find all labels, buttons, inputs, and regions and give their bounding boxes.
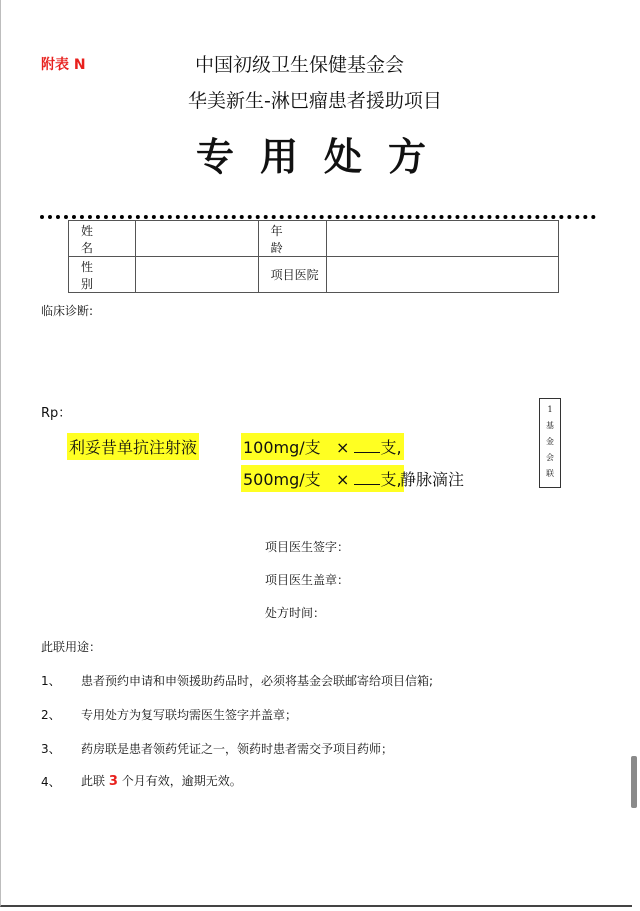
dose-1: 100mg/支	[243, 438, 321, 457]
times-sign: ×	[335, 438, 350, 457]
hospital-value[interactable]	[326, 257, 558, 293]
administration-route: 静脉滴注	[400, 470, 465, 489]
validity-post: 个月有效，逾期无效。	[121, 774, 242, 788]
doctor-stamp-label: 项目医生盖章：	[265, 573, 350, 587]
quantity-blank-2[interactable]	[354, 470, 380, 485]
table-row	[69, 221, 559, 257]
dose-line-1	[241, 433, 404, 460]
note-text: 患者预约申请和申领援助药品时，必须将基金会联邮寄给项目信箱;	[81, 674, 434, 688]
diagnosis-label: 临床诊断:	[41, 304, 94, 318]
copy-label-box	[539, 398, 561, 488]
patient-info-table	[68, 220, 559, 293]
copy-number: 1	[547, 405, 553, 414]
hospital-label: 项目医院	[258, 257, 326, 293]
validity-months: 3	[108, 774, 118, 789]
organization-title: 中国初级卫生保健基金会	[195, 54, 405, 76]
note-number: 4、	[41, 775, 61, 789]
name-value[interactable]	[135, 221, 258, 257]
times-sign: ×	[335, 470, 350, 489]
usage-title: 此联用途：	[41, 640, 102, 654]
appendix-tag: 附表 N	[41, 57, 86, 73]
note-number: 3、	[41, 742, 61, 756]
doctor-signature-label: 项目医生签字：	[265, 540, 350, 554]
validity-note	[81, 772, 242, 789]
note-number: 1、	[41, 674, 61, 688]
copy-char: 会	[546, 453, 554, 462]
copy-char: 基	[546, 421, 554, 430]
note-text: 专用处方为复写联均需医生签字并盖章；	[81, 708, 298, 722]
validity-pre: 此联	[81, 774, 106, 788]
note-text: 药房联是患者领药凭证之一，领药时患者需交予项目药师；	[81, 742, 394, 756]
dotted-divider	[40, 215, 596, 219]
dose-2: 500mg/支	[243, 470, 321, 489]
rp-label: Rp：	[41, 406, 72, 421]
note-number: 2、	[41, 708, 61, 722]
table-row	[69, 257, 559, 293]
copy-char: 联	[546, 469, 554, 478]
quantity-blank-1[interactable]	[354, 438, 380, 453]
name-label: 姓 名	[69, 221, 136, 257]
dose-line-2	[241, 465, 404, 492]
scrollbar-thumb[interactable]	[631, 756, 637, 808]
unit-2: 支,	[380, 470, 402, 489]
copy-char: 金	[546, 437, 554, 446]
main-title: 专用处方	[196, 135, 453, 179]
drug-name: 利妥昔单抗注射液	[67, 433, 199, 460]
unit-1: 支,	[380, 438, 402, 457]
prescription-time-label: 处方时间：	[265, 606, 326, 620]
gender-label: 性 别	[69, 257, 136, 293]
gender-value[interactable]	[135, 257, 258, 293]
age-value[interactable]	[326, 221, 558, 257]
project-title: 华美新生-淋巴瘤患者援助项目	[188, 90, 442, 112]
age-label: 年 龄	[258, 221, 326, 257]
